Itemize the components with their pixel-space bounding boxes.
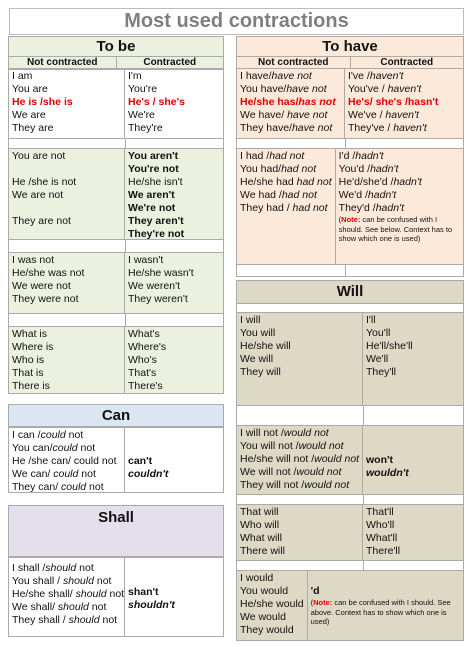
to-have-section-1: I have/have not You have/have not He/she has/has not We have/ have not They have/have not I've /haven't You've / haven't He's/ she's /hasn't We've / haven't They've / haven't [236,68,464,139]
will-section-2: I will not /would not You will not /would not He/she will not /would not We will not /would not They will not /would not won't wouldn't [236,425,464,495]
to-be-spacer [8,314,224,326]
will-section-4: I would You would He/she would We would They would 'd (Note: can be confused with I should. See above. Context has to show which one is used) [236,570,464,641]
shall-header-block [8,505,224,557]
to-be-section-1: I am You are He is /she is We are They are I'm You're He's / she's We're They're [8,68,224,139]
will-header-block [236,280,464,304]
to-be-spacer [8,139,224,148]
to-have-spacer [236,265,464,277]
to-be-spacer [8,240,224,252]
will-spacer [236,495,464,504]
to-be-section-2: You are not He /she is not We are not They are not You aren't You're not He/she isn't We aren't We're not They aren't They're not [8,148,224,240]
will-header: Will [336,283,364,300]
to-be-header: To be [9,37,223,57]
to-be-subheader: Not contracted Contracted [9,57,223,70]
to-be-section-4: What is Where is Who is That is There is What's Where's Who's That's There's [8,326,224,394]
will-note: (Note: can be confused with I should. See above. Context has to show which one is used) [310,598,451,626]
to-have-note: (Note: can be confused with I should. See below. Context has to show which one is used) [338,215,453,243]
to-have-spacer [236,139,464,148]
will-section-3: That will Who will What will There will That'll Who'll What'll There'll [236,504,464,561]
to-have-subheader: Not contracted Contracted [237,57,463,70]
shall-section: I shall /should not You shall / should not He/she shall/ should not We shall/ should not They shall / should not shan't shouldn't [8,557,224,637]
to-have-block [236,36,464,70]
will-spacer [236,561,464,570]
can-header: Can [101,407,131,424]
will-spacer [236,406,464,425]
can-header-block [8,404,224,427]
to-be-block [8,36,224,70]
page-title: Most used contractions [9,8,464,35]
shall-header: Shall [98,509,134,526]
to-have-section-2: I had /had not You had/had not He/she had had not We had /had not They had / had not I'd /hadn't You'd /hadn't He'd/she'd /hadn't We'd /hadn't They'd /hadn't (Note: can be confused with I should. See below. Context has to show which one is used) [236,148,464,265]
can-section: I can /could not You can/could not He /she can/ could not We can/ could not They can/ could not can't couldn't [8,427,224,493]
to-have-header: To have [237,37,463,57]
will-section-1: I will You will He/she will We will They will I'll You'll He'll/she'll We'll They'll [236,312,464,406]
to-be-section-3: I was not He/she was not We were not They were not I wasn't He/she wasn't We weren't They weren't [8,252,224,314]
